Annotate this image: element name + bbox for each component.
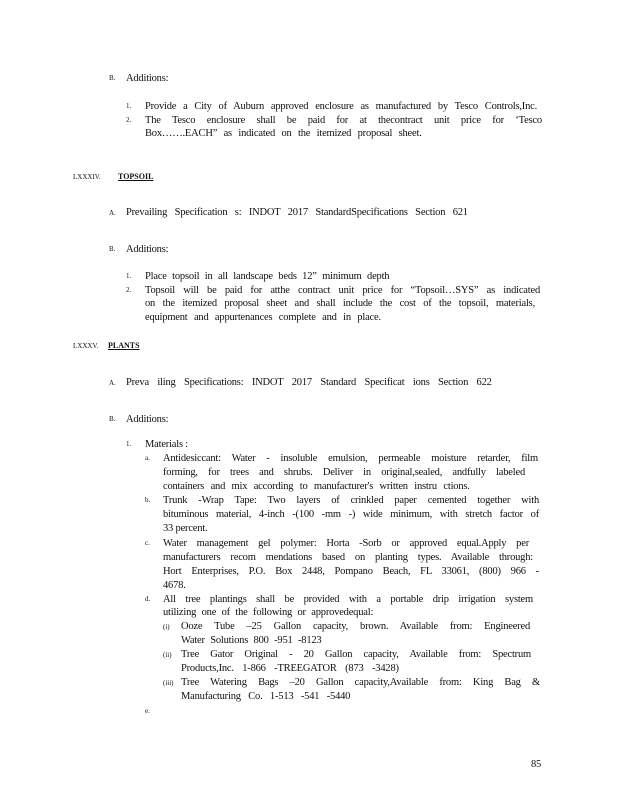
roman-item-text-line: Tree Gator Original - 20 Gallon capacity, Available from: Spectrum [181,649,531,660]
section-title-additions: Additions: [126,73,169,84]
article-number: LXXXIV. [73,173,101,181]
item-number: 1. [126,272,132,280]
roman-item-text-line: Manufacturing Co. 1-513 -541 -5440 [181,691,351,702]
section-label-a: A. [109,379,116,387]
section-label-b: B. [109,245,116,253]
item-text-line: Place topsoil in all landscape beds 12” minimum depth [145,271,390,282]
subitem-text-line: All tree plantings shall be provided with a portable drip irrigation system [163,594,533,605]
subitem-letter: a. [145,454,150,462]
item-number: 1. [126,440,132,448]
subitem-text-line: containers and mix according to manufacturer's written instru ctions. [163,481,470,492]
article-number: LXXXV. [73,342,99,350]
item-text-line: Box…….EACH” as indicated on the itemized proposal sheet. [145,128,422,139]
section-label-b: B. [109,74,116,82]
subitem-letter: d. [145,595,151,603]
subitem-text-line: Water management gel polymer: Horta -Sorb or approved equal.Apply per [163,538,529,549]
item-number: 1. [126,102,132,110]
section-title-additions: Additions: [126,244,169,255]
item-text-line: Topsoil will be paid for atthe contract unit price for “Topsoil…SYS” as indicated [145,285,540,296]
subitem-letter: e. [145,707,150,715]
subitem-text-line: 33 percent. [163,523,208,534]
item-text-line: Provide a City of Auburn approved enclosure as manufactured by Tesco Controls,Inc. [145,101,537,112]
subitem-letter: c. [145,539,150,547]
item-number: 2. [126,116,132,124]
item-number: 2. [126,286,132,294]
subitem-letter: b. [145,496,151,504]
item-text-line: on the itemized proposal sheet and shall include the cost of the topsoil, materials, [145,298,535,309]
roman-item-text-line: Ooze Tube –25 Gallon capacity, brown. Available from: Engineered [181,621,530,632]
subitem-text-line: bituminous material, 4-inch -(100 -mm -) wide minimum, with stretch factor of [163,509,539,520]
prevailing-specification: Prevailing Specification s: INDOT 2017 StandardSpecifications Section 621 [126,207,468,218]
article-title: TOPSOIL [118,172,154,181]
section-label-b: B. [109,415,116,423]
item-text-line: The Tesco enclosure shall be paid for at thecontract unit price for ‘Tesco [145,115,542,126]
roman-item-text-line: Water Solutions 800 -951 -8123 [181,635,322,646]
roman-numeral: (ii) [163,651,172,659]
roman-numeral: (iii) [163,679,174,687]
subitem-text-line: forming, for trees and shrubs. Deliver in original,sealed, andfully labeled [163,467,525,478]
section-title-additions: Additions: [126,414,169,425]
roman-item-text-line: Products,Inc. 1-866 -TREEGATOR (873 -3428) [181,663,399,674]
roman-item-text-line: Tree Watering Bags –20 Gallon capacity,Available from: King Bag & [181,677,540,688]
section-label-a: A. [109,209,116,217]
subitem-text-line: Trunk -Wrap Tape: Two layers of crinkled paper cemented together with [163,495,539,506]
item-text-line: equipment and appurtenances complete and in place. [145,312,381,323]
prevailing-specification: Preva iling Specifications: INDOT 2017 Standard Specificat ions Section 622 [126,377,492,388]
roman-numeral: (i) [163,623,170,631]
subitem-text-line: 4678. [163,580,186,591]
subitem-text-line: Antidesiccant: Water - insoluble emulsion, permeable moisture retarder, film [163,453,538,464]
subitem-text-line: manufacturers recom mendations based on planting types. Available through: [163,552,533,563]
subitem-text-line: utilizing one of the following or approvedequal: [163,607,374,618]
page-number: 85 [531,759,542,770]
materials-title: Materials : [145,439,188,450]
article-title: PLANTS [108,341,140,350]
subitem-text-line: Hort Enterprises, P.O. Box 2448, Pompano Beach, FL 33061, (800) 966 - [163,566,539,577]
